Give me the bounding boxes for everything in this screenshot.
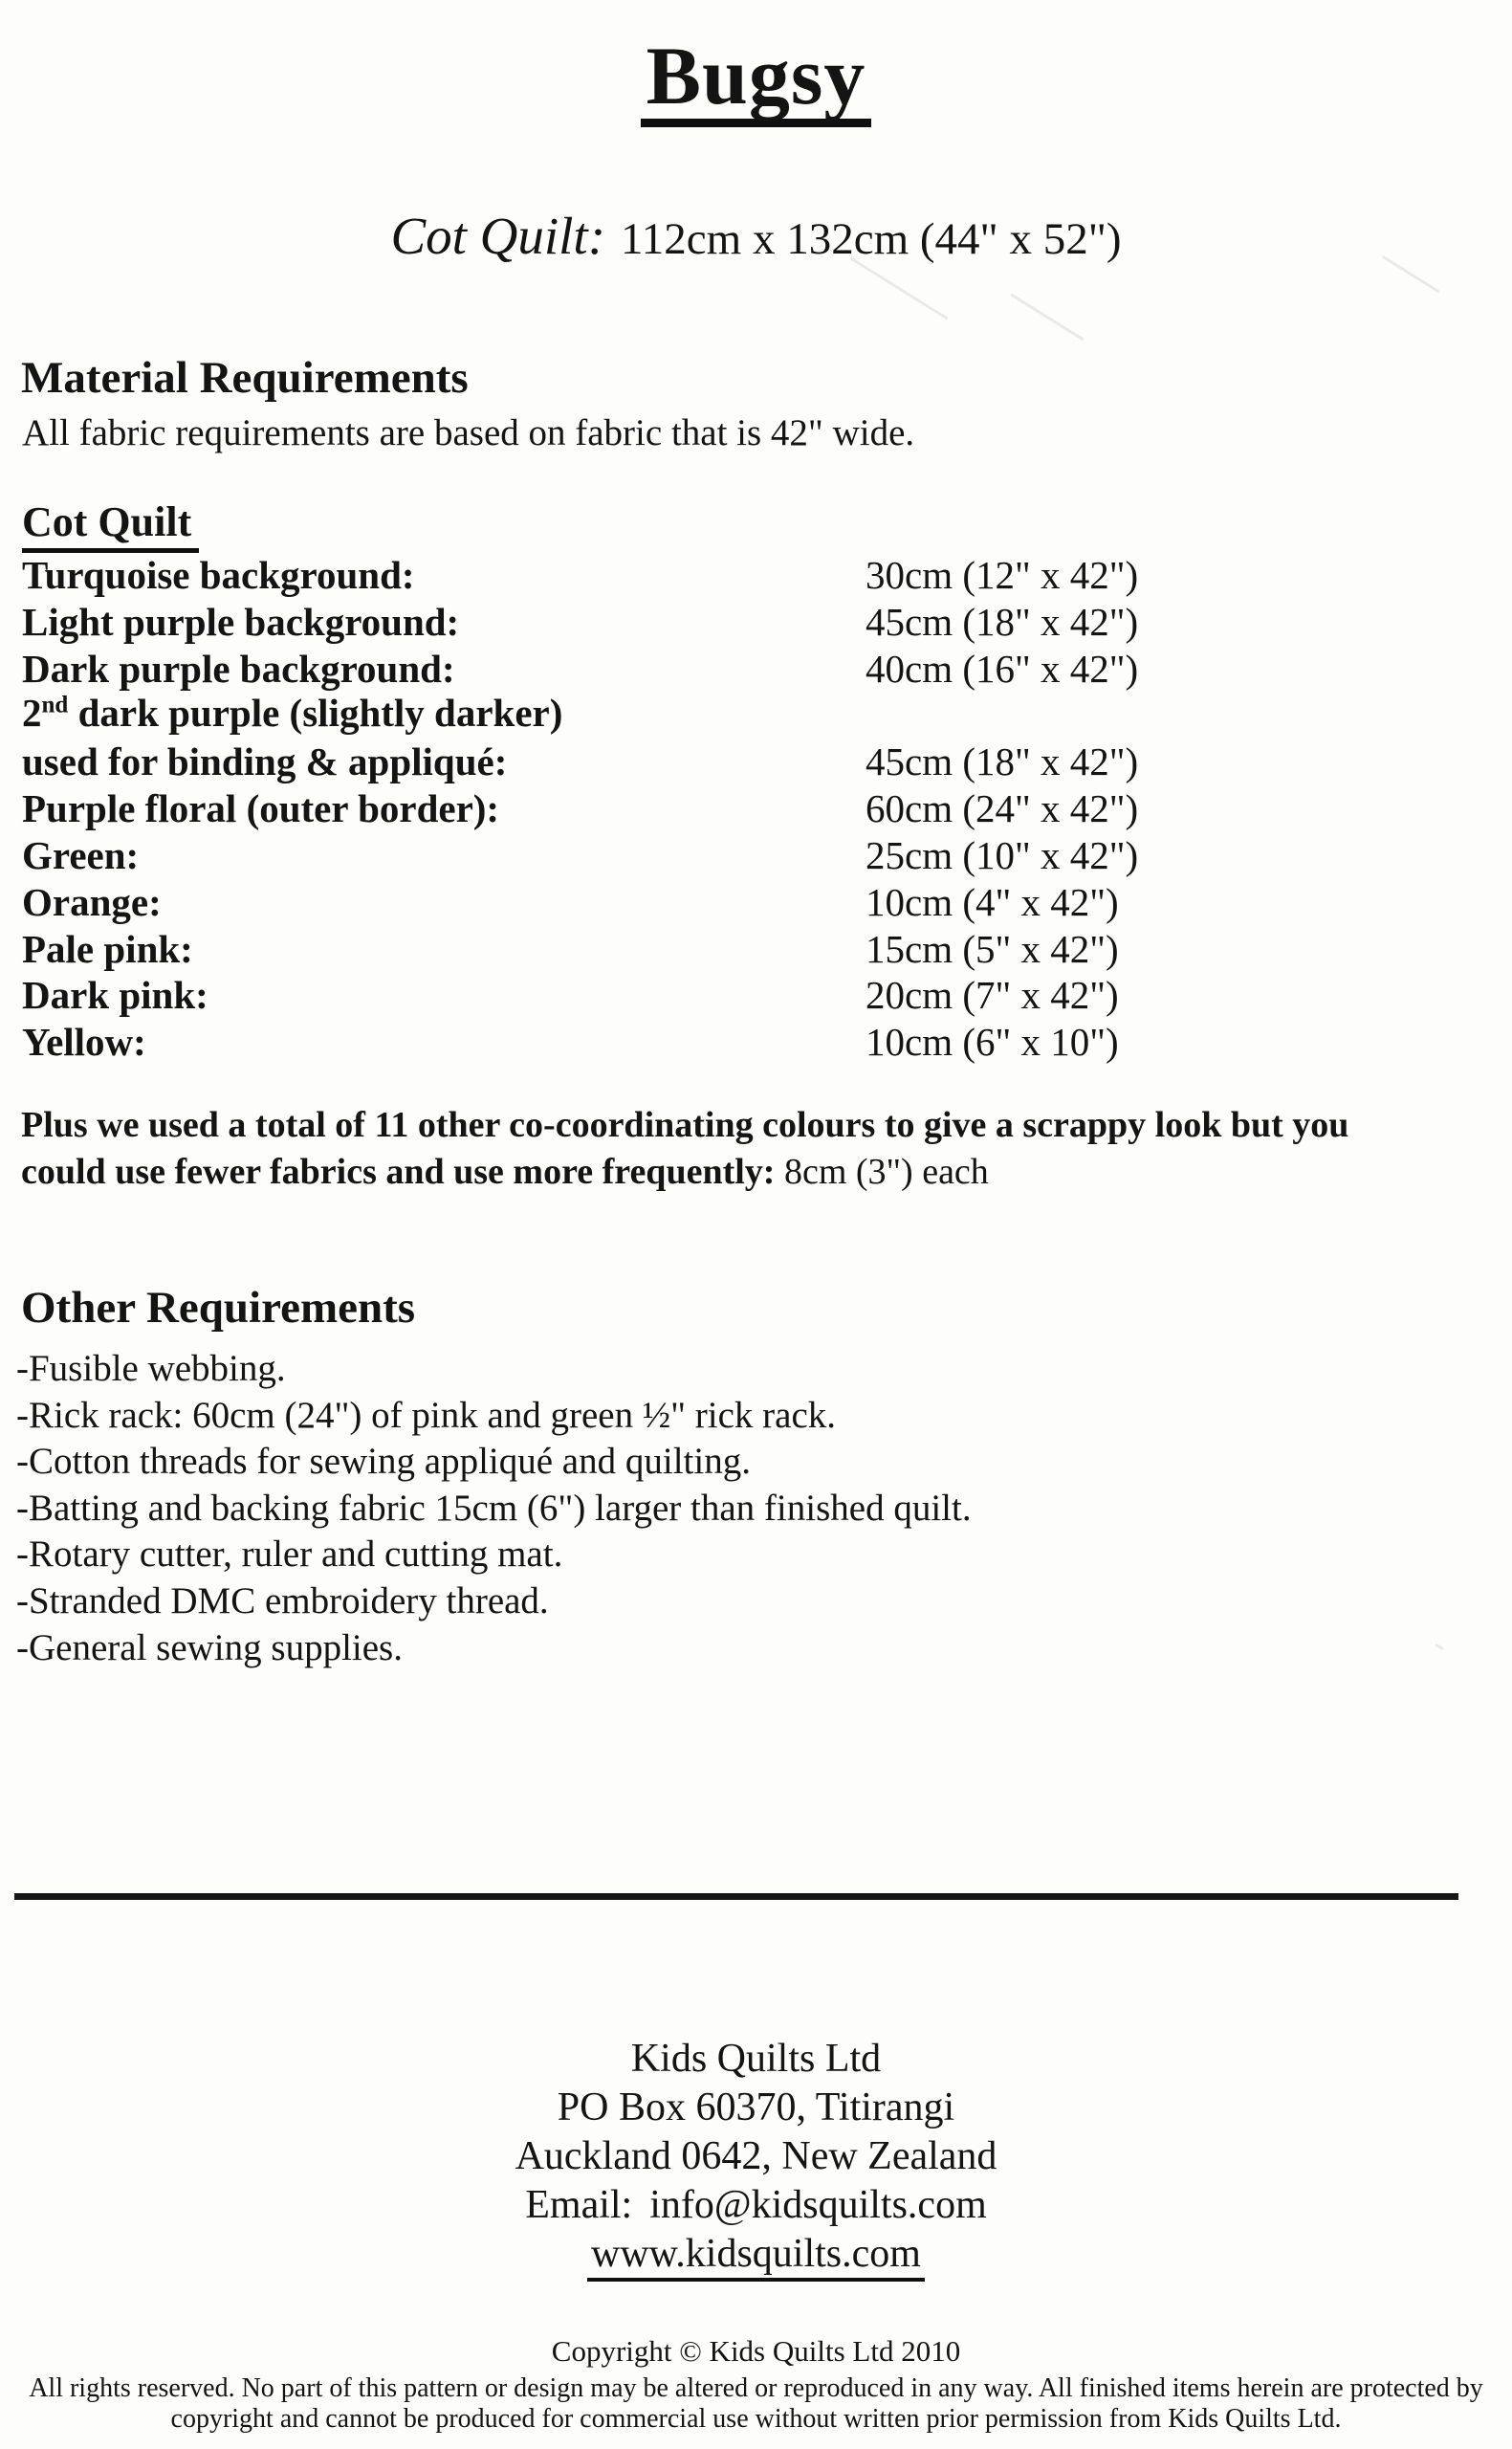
- cot-quilt-heading: Cot Quilt: [22, 497, 199, 553]
- website-url: www.kidsquilts.com: [587, 2231, 925, 2282]
- fabric-value: 20cm (7" x 42"): [866, 973, 1119, 1017]
- fabric-row: [22, 926, 1485, 974]
- scrappy-note-line2-tail: 8cm (3") each: [775, 1152, 989, 1192]
- email-address: info@kidsquilts.com: [649, 2183, 987, 2227]
- fabric-label: Dark purple background:: [22, 647, 455, 691]
- subtitle: [0, 206, 1512, 266]
- other-requirement-item: -Batting and backing fabric 15cm (6") larger than finished quilt.: [16, 1488, 972, 1529]
- website-line: [0, 2231, 1512, 2282]
- fabric-label: Yellow:: [22, 1020, 146, 1064]
- other-requirement-item: -Rotary cutter, ruler and cutting mat.: [16, 1533, 563, 1575]
- title-wrap: [0, 30, 1512, 127]
- fabric-row: [22, 879, 1485, 927]
- fabric-row: [22, 646, 1485, 694]
- fabric-row: [22, 599, 1485, 647]
- fabric-row: [22, 1019, 1485, 1067]
- fabric-value: 45cm (18" x 42"): [866, 600, 1139, 644]
- fabric-label: Green:: [22, 833, 140, 877]
- email-label: Email:: [525, 2183, 633, 2227]
- fabric-label: used for binding & appliqué:: [22, 739, 508, 783]
- fabric-label: Purple floral (outer border):: [22, 786, 500, 830]
- fabric-label: Pale pink:: [22, 927, 193, 971]
- other-requirement-item: -Rick rack: 60cm (24") of pink and green ½" rick rack.: [16, 1395, 837, 1436]
- fabric-row: [22, 832, 1485, 880]
- material-requirements-note: All fabric requirements are based on fabric that is 42" wide.: [22, 412, 915, 453]
- scrappy-note-line2-bold: could use fewer fabrics and use more frequently:: [21, 1152, 776, 1192]
- fabric-label: Orange:: [22, 880, 162, 924]
- horizontal-divider: [14, 1893, 1458, 1900]
- other-requirement-item: -Cotton threads for sewing appliqué and quilting.: [16, 1441, 751, 1482]
- page-title: Bugsy: [641, 33, 872, 127]
- fabric-row: [22, 690, 1485, 738]
- fabric-value: 30cm (12" x 42"): [866, 553, 1139, 597]
- fabric-value: 10cm (6" x 10"): [866, 1020, 1119, 1064]
- fabric-value: 60cm (24" x 42"): [866, 786, 1139, 830]
- fabric-value: 15cm (5" x 42"): [866, 927, 1119, 971]
- city-line: Auckland 0642, New Zealand: [515, 2134, 997, 2178]
- fabric-value: 25cm (10" x 42"): [866, 833, 1139, 877]
- material-requirements-heading: Material Requirements: [21, 353, 469, 403]
- rights-line2: copyright and cannot be produced for commercial use without written prior permission from Kids Quilts Ltd.: [170, 2404, 1342, 2434]
- company-name: Kids Quilts Ltd: [630, 2037, 882, 2081]
- copyright-line: Copyright © Kids Quilts Ltd 2010: [551, 2334, 961, 2368]
- other-requirements-heading: Other Requirements: [21, 1283, 416, 1333]
- fabric-label: 2nd dark purple (slightly darker): [22, 691, 563, 735]
- other-requirement-item: -Fusible webbing.: [16, 1348, 286, 1389]
- fabric-row: [22, 552, 1485, 600]
- scan-artifact: [849, 256, 948, 320]
- scrappy-note-line1: Plus we used a total of 11 other co-coordinating colours to give a scrappy look but you: [21, 1105, 1349, 1145]
- subtitle-dimensions: 112cm x 132cm (44" x 52"): [621, 214, 1122, 264]
- fabric-value: 45cm (18" x 42"): [866, 739, 1139, 783]
- fabric-label: Light purple background:: [22, 600, 460, 644]
- rights-line1: All rights reserved. No part of this pattern or design may be altered or reproduced in any way. All finished items herein are protected by: [29, 2373, 1483, 2403]
- fabric-row: [22, 785, 1485, 833]
- po-box-line: PO Box 60370, Titirangi: [557, 2085, 955, 2129]
- fabric-row: [22, 972, 1485, 1020]
- scan-artifact: [1010, 293, 1085, 341]
- fabric-row: [22, 739, 1485, 786]
- scrappy-note-line2: [21, 1149, 1503, 1196]
- fabric-label: Dark pink:: [22, 973, 208, 1017]
- fabric-value: 40cm (16" x 42"): [866, 647, 1139, 691]
- superscript-nd: nd: [41, 692, 69, 718]
- other-requirement-item: -Stranded DMC embroidery thread.: [16, 1580, 549, 1622]
- other-requirement-item: -General sewing supplies.: [16, 1627, 403, 1668]
- fabric-label: Turquoise background:: [22, 553, 415, 597]
- fabric-value: 10cm (4" x 42"): [866, 880, 1119, 924]
- subtitle-label: Cot Quilt:: [390, 207, 606, 265]
- email-line: [0, 2182, 1512, 2228]
